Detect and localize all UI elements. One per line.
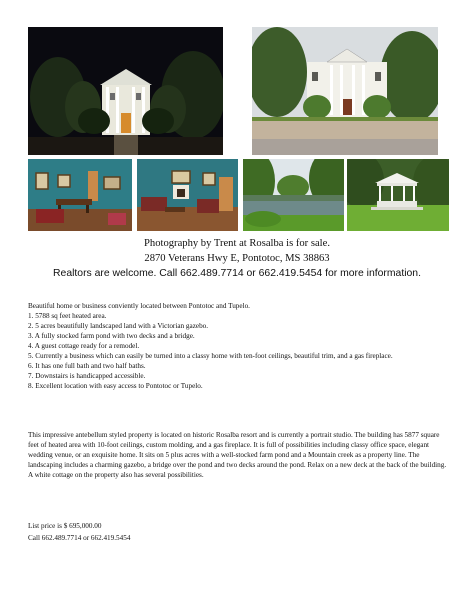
interior-dining-photo [28,159,132,231]
photography-sale-heading: Photography by Trent at Rosalba is for sale. [144,238,330,249]
feature-item: 1. 5788 sq feet heated area. [28,312,107,320]
contact-phone: Call 662.489.7714 or 662.419.5454 [28,534,131,542]
house-day-photo [252,27,438,155]
feature-item: 7. Downstairs is handicapped accessible. [28,372,146,380]
farm-pond-photo [243,159,344,231]
house-night-photo [28,27,223,155]
feature-item: 2. 5 acres beautifully landscaped land with a Victorian gazebo. [28,322,209,330]
list-price: List price is $ 695,000.00 [28,522,102,530]
address-line: 2870 Veterans Hwy E, Pontotoc, MS 38863 [144,253,330,264]
realtor-contact-line: Realtors are welcome. Call 662.489.7714 or 662.419.5454 for more information. [53,268,421,279]
feature-item: 6. It has one full bath and two half baths. [28,362,146,370]
feature-item: 4. A guest cottage ready for a remodel. [28,342,140,350]
interior-living-photo [137,159,238,231]
feature-list [28,311,450,391]
property-description: This impressive antebellum styled property is located on historic Rosalba resort and is currently a portrait studio. The building has 5877 square feet of heated area with 10-foot ceilings, custom molding, and a gas fireplace. It is full of possibilities including classy office space, elegant wedding venue, or an exquisite home. It sits on 5 plus acres with a well-stocked farm pond and a Mountain creek as a property line. The landscaping includes a charming gazebo, a bridge over the pond and two decks around the pond. Relax on a new deck at the back of the building. A white cottage on the property also has several possibilities. [28,431,447,479]
feature-item: 8. Excellent location with easy access to Pontotoc or Tupelo. [28,382,203,390]
feature-item: 3. A fully stocked farm pond with two decks and a bridge. [28,332,195,340]
feature-item: 5. Currently a business which can easily be turned into a classy home with ten-foot ceilings, beautiful trim, and a gas fireplace. [28,352,393,360]
gazebo-photo [347,159,449,231]
intro-text: Beautiful home or business conviently located between Pontotoc and Tupelo. [28,302,250,310]
